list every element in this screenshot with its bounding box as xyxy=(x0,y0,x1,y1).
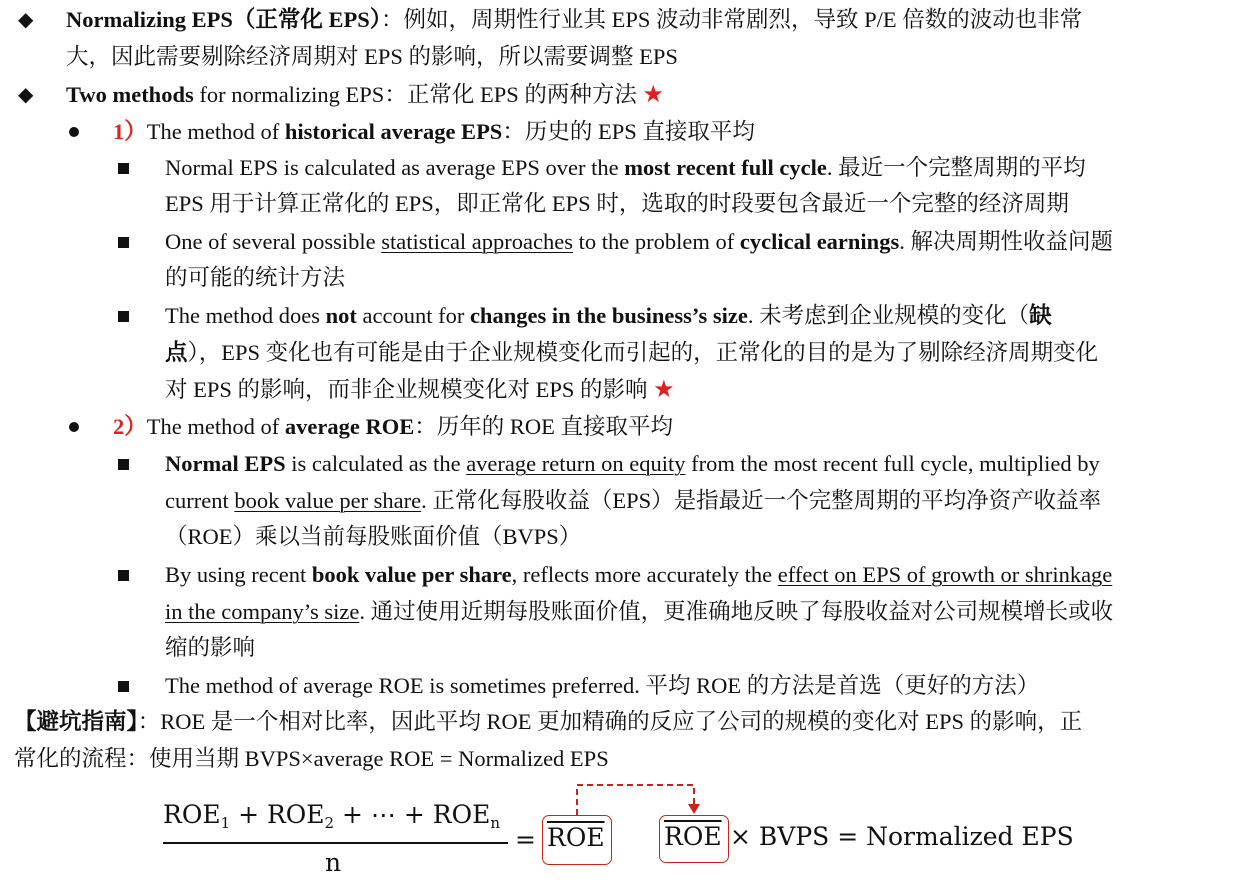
normalizing-eps-text-cont: 大，因此需要剔除经济周期对 EPS 的影响，所以需要调整 EPS xyxy=(66,44,678,69)
m1-point-3-term-drawback-b: 点 xyxy=(165,340,188,365)
m2-point-2-line-2 xyxy=(165,597,1113,627)
m2-point-1-underlined: average return on equity xyxy=(466,451,686,476)
m2-point-2-term: book value per share xyxy=(311,562,512,587)
method-1-term: historical average EPS xyxy=(284,119,503,144)
m1-point-1-text: Normal EPS is calculated as average EPS over the xyxy=(165,155,625,180)
m2-point-2-underlined: effect on EPS of growth or shrinkage xyxy=(777,562,1113,587)
m1-point-2-term: cyclical earnings xyxy=(739,229,900,254)
formula-subscript: 2 xyxy=(324,814,335,832)
m1-point-3-term-size: changes in the business’s size xyxy=(469,303,748,328)
average-roe-symbol-2: $\overline{ROE}$ xyxy=(664,822,722,851)
m1-point-3-text-c: . 未考虑到企业规模的变化（ xyxy=(747,303,1030,328)
m1-point-3-term-drawback: 缺 xyxy=(1029,303,1052,328)
formula-subscript: 1 xyxy=(220,814,231,832)
m1-point-1-cont: EPS 用于计算正常化的 EPS，即正常化 EPS 时，选取的时段要包含最近一个完整的经济周期 xyxy=(165,191,1069,216)
m2-point-2-text: By using recent xyxy=(165,562,312,587)
m1-point-3-cont xyxy=(165,338,1098,368)
m2-point-1 xyxy=(165,449,1100,479)
m1-point-3-text: The method does xyxy=(165,303,326,328)
method-1-text: The method of xyxy=(146,119,285,144)
normalizing-eps-term: Normalizing EPS（正常化 EPS） xyxy=(66,7,382,32)
m2-point-2 xyxy=(165,560,1112,590)
dashed-arrow-connector xyxy=(570,778,710,818)
square-bullet-icon xyxy=(118,237,129,248)
m2-point-2-underlined-b: in the company’s size xyxy=(165,599,360,624)
method-1-heading xyxy=(113,117,755,147)
method-1-number: 1） xyxy=(113,119,147,144)
method-2-heading xyxy=(113,412,673,442)
formula-term: ROE xyxy=(163,800,221,829)
formula-term: + ⋯ + ROE xyxy=(334,800,491,829)
method-2-text: The method of xyxy=(146,414,285,439)
m2-point-1-text-b: from the most recent full cycle, multiplied by xyxy=(685,451,1100,476)
m1-point-1 xyxy=(165,153,1086,183)
two-methods-term: Two methods xyxy=(66,82,194,107)
formula-subscript: n xyxy=(490,814,501,832)
m1-point-3-cont-text: ），EPS 变化也有可能是由于企业规模变化而引起的，正常化的目的是为了剔除经济周期变化 xyxy=(187,340,1099,365)
method-2-text-b: ：历年的 ROE 直接取平均 xyxy=(414,414,673,439)
normalizing-eps-heading xyxy=(66,5,1082,35)
two-methods-text: for normalizing EPS：正常化 EPS 的两种方法 xyxy=(193,82,643,107)
average-roe-symbol: $\overline{ROE}$ xyxy=(547,823,605,852)
circle-bullet-icon xyxy=(69,127,79,137)
method-2-number: 2） xyxy=(113,414,147,439)
diamond-bullet-icon: ◆ xyxy=(18,9,34,31)
star-icon: ★ xyxy=(653,377,675,403)
m2-point-1-line-2 xyxy=(165,486,1101,516)
m1-point-1-text-b: . 最近一个完整周期的平均 xyxy=(826,155,1086,180)
formula-result: × BVPS = Normalized EPS xyxy=(730,822,1074,851)
m2-point-2-text-b: , reflects more accurately the xyxy=(511,562,778,587)
method-1-text-b: ：历史的 EPS 直接取平均 xyxy=(502,119,755,144)
method-2-term: average ROE xyxy=(284,414,415,439)
square-bullet-icon xyxy=(118,311,129,322)
square-bullet-icon xyxy=(118,570,129,581)
circle-bullet-icon xyxy=(69,422,79,432)
fraction-bar xyxy=(163,842,508,844)
m1-point-3-cont-2 xyxy=(165,375,675,405)
m2-point-1-text-c: current xyxy=(165,488,235,513)
formula-denominator: n xyxy=(325,848,342,877)
guide-note xyxy=(14,707,1082,737)
m2-point-1-text: is calculated as the xyxy=(285,451,467,476)
m2-point-2-text-c: . 通过使用近期每股账面价值，更准确地反映了每股收益对公司规模增长或收 xyxy=(359,599,1114,624)
m1-point-3 xyxy=(165,301,1052,331)
m1-point-2-cont: 的可能的统计方法 xyxy=(165,265,346,290)
m2-point-1-underlined-b: book value per share xyxy=(234,488,422,513)
m1-point-2-underlined: statistical approaches xyxy=(381,229,574,254)
formula-equals: = xyxy=(515,825,536,854)
m1-point-2 xyxy=(165,227,1113,257)
guide-label: 【避坑指南】 xyxy=(14,709,138,734)
formula-term: + ROE xyxy=(230,800,325,829)
m2-point-1-text-d: . 正常化每股收益（EPS）是指最近一个完整周期的平均净资产收益率 xyxy=(421,488,1102,513)
formula-numerator xyxy=(163,800,500,832)
normalizing-eps-text: ：例如，周期性行业其 EPS 波动非常剧烈，导致 P/E 倍数的波动也非常 xyxy=(381,7,1083,32)
m2-point-2-cont: 缩的影响 xyxy=(165,635,256,660)
two-methods-heading xyxy=(66,80,664,110)
m2-point-1-term: Normal EPS xyxy=(165,451,286,476)
m1-point-2-text: One of several possible xyxy=(165,229,382,254)
guide-note-cont: 常化的流程：使用当期 BVPS×average ROE = Normalized EPS xyxy=(14,746,609,771)
m1-point-3-term-not: not xyxy=(325,303,357,328)
star-icon: ★ xyxy=(642,82,664,108)
square-bullet-icon xyxy=(118,163,129,174)
guide-text: ：ROE 是一个相对比率，因此平均 ROE 更加精确的反应了公司的规模的变化对 EPS 的影响，正 xyxy=(137,709,1083,734)
m1-point-2-text-b: to the problem of xyxy=(573,229,740,254)
m2-point-1-cont: （ROE）乘以当前每股账面价值（BVPS） xyxy=(165,524,582,549)
m1-point-1-term: most recent full cycle xyxy=(624,155,827,180)
square-bullet-icon xyxy=(118,681,129,692)
m1-point-3-cont-2-text: 对 EPS 的影响，而非企业规模变化对 EPS 的影响 xyxy=(165,377,654,402)
dashed-arrow-line xyxy=(577,785,694,815)
m1-point-2-text-c: . 解决周期性收益问题 xyxy=(899,229,1113,254)
m2-point-3: The method of average ROE is sometimes preferred. 平均 ROE 的方法是首选（更好的方法） xyxy=(165,673,1040,698)
arrow-head-icon xyxy=(688,804,700,814)
diamond-bullet-icon: ◆ xyxy=(18,84,34,106)
square-bullet-icon xyxy=(118,459,129,470)
m1-point-3-text-b: account for xyxy=(356,303,470,328)
